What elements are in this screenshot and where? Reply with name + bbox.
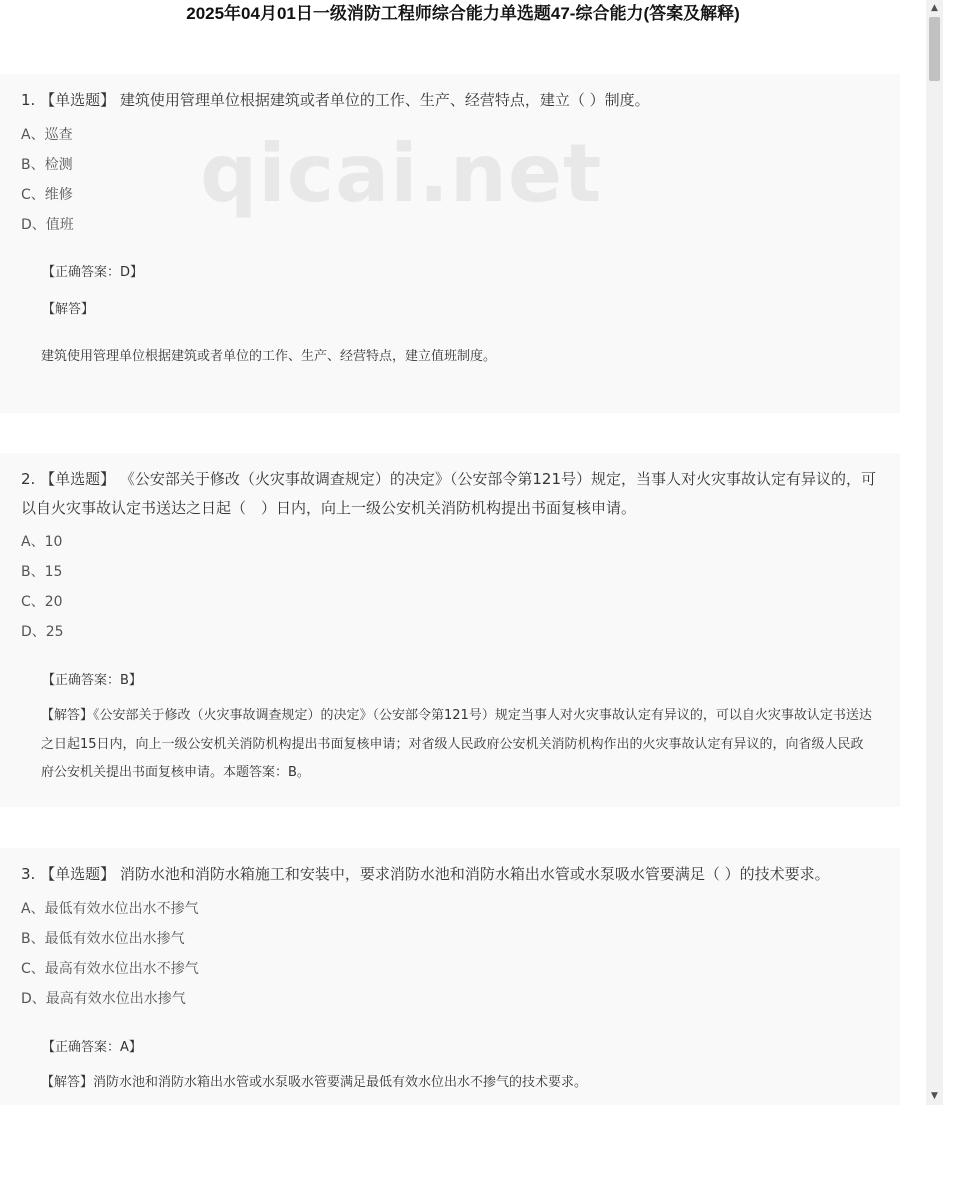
question-card-3 [0,848,900,1105]
question-stem: 1. 【单选题】 建筑使用管理单位根据建筑或者单位的工作、生产、经营特点，建立（ ）制度。 [21,91,650,109]
analysis-text: 【解答】消防水池和消防水箱出水管或水泵吸水管要满足最低有效水位出水不掺气的技术要求。 [41,1075,588,1090]
scroll-down-icon[interactable]: ▼ [931,1091,938,1101]
analysis-text: 建筑使用管理单位根据建筑或者单位的工作、生产、经营特点，建立值班制度。 [41,349,497,364]
option-d: D、最高有效水位出水掺气 [21,991,186,1007]
scroll-up-icon[interactable]: ▲ [931,3,938,13]
option-a: A、巡查 [21,127,73,143]
question-card-1 [0,74,900,413]
page-title: 2025年04月01日一级消防工程师综合能力单选题47-综合能力(答案及解释) [186,4,740,23]
watermark: qicai.net [200,127,603,220]
option-a: A、最低有效水位出水不掺气 [21,901,199,917]
option-c: C、维修 [21,187,73,203]
question-stem: 2. 【单选题】 《公安部关于修改（火灾事故调查规定）的决定》（公安部令第121号）规定，当事人对火灾事故认定有异议的，可以自火灾事故认定书送达之日起（ ）日内，向上一级公安机关消防机构提出书面复核申请。 [21,470,876,517]
correct-answer: 【正确答案：B】 [42,673,142,688]
correct-answer: 【正确答案：D】 [42,265,144,280]
option-a: A、10 [21,534,63,550]
option-c: C、20 [21,594,63,610]
question-card-2 [0,453,900,807]
option-b: B、最低有效水位出水掺气 [21,931,185,947]
scroll-thumb[interactable] [929,17,940,81]
option-c: C、最高有效水位出水不掺气 [21,961,199,977]
question-stem: 3. 【单选题】 消防水池和消防水箱施工和安装中，要求消防水池和消防水箱出水管或水泵吸水管要满足（ ）的技术要求。 [21,865,830,883]
option-d: D、值班 [21,217,74,233]
correct-answer: 【正确答案：A】 [42,1040,142,1055]
option-b: B、15 [21,564,63,580]
option-d: D、25 [21,624,64,640]
option-b: B、检测 [21,157,73,173]
vertical-scrollbar[interactable] [926,0,943,1105]
analysis-title: 【解答】 [42,302,95,317]
analysis-text: 【解答】《公安部关于修改（火灾事故调查规定）的决定》（公安部令第121号）规定当事人对火灾事故认定有异议的，可以自火灾事故认定书送达之日起15日内，向上一级公安机关消防机构提出书面复核申请；对省级人民政府公安机关消防机构作出的火灾事故认定有异议的，向省级人民政府公安机关提出书面复核申请。本题答案：B。 [41,708,872,780]
